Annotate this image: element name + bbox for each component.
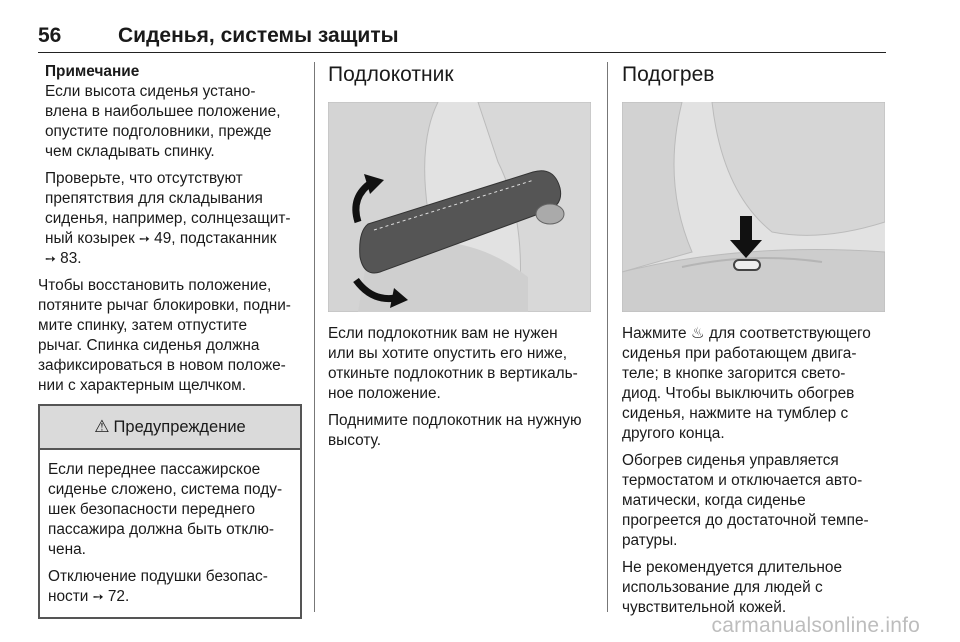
column-divider bbox=[314, 62, 315, 612]
note-block bbox=[38, 62, 302, 269]
heating-paragraph-1: Нажмите ♨ для соответствующего сиденья при работающем двига- теле; в кнопке загорится свето- диод. Чтобы выключить обогрев сиденья, нажмите на тумблер с другого конца. bbox=[622, 325, 871, 442]
note-paragraph-1: Если высота сиденья устано- влена в наибольшее положение, опустите подголовники, прежде чем складывать спинку. bbox=[45, 83, 281, 160]
seat-heat-icon: ♨ bbox=[690, 325, 705, 342]
column-right bbox=[622, 62, 890, 625]
warning-header bbox=[40, 406, 300, 450]
armrest-paragraph-1: Если подлокотник вам не нужен или вы хотите опустить его ниже, откиньте подлокотник в вертикаль- ное положение. bbox=[328, 325, 578, 402]
heating-paragraph-3: Не рекомендуется длительное использование для людей с чувствительной кожей. bbox=[622, 559, 843, 616]
warning-triangle-icon: ⚠ bbox=[94, 417, 110, 436]
column-divider bbox=[607, 62, 608, 612]
armrest-illustration bbox=[328, 102, 591, 312]
warning-paragraph-1: Если переднее пассажирское сиденье сложено, система поду- шек безопасности переднего пассажира должна быть отклю- чена. bbox=[48, 461, 283, 558]
warning-body bbox=[40, 450, 300, 617]
armrest-paragraph-2: Поднимите подлокотник на нужную высоту. bbox=[328, 412, 582, 449]
section-title-armrest: Подлокотник bbox=[328, 63, 454, 86]
column-left bbox=[38, 62, 302, 619]
note-title: Примечание bbox=[45, 63, 140, 80]
warning-box bbox=[38, 404, 302, 619]
seat-heating-illustration bbox=[622, 102, 885, 312]
heating-paragraph-2: Обогрев сиденья управляется термостатом и отключается авто- матически, когда сиденье прогреется до достаточной темпе- ратуры. bbox=[622, 452, 869, 549]
restore-paragraph: Чтобы восстановить положение, потяните рычаг блокировки, подни- мите спинку, затем отпустите рычаг. Спинка сиденья должна зафиксироваться в новом положе- нии с характерным щелчком. bbox=[38, 277, 291, 394]
section-title-heating: Подогрев bbox=[622, 63, 715, 86]
note-paragraph-2: Проверьте, что отсутствуют препятствия для складывания сиденья, например, солнцезащит- ный козырек ➙ 49, подстаканник ➙ 83. bbox=[45, 170, 291, 267]
column-middle bbox=[328, 62, 596, 458]
page-ref-arrow-icon: ➙ bbox=[138, 231, 150, 246]
page-title: Сиденья, системы защиты bbox=[118, 24, 399, 47]
page-number: 56 bbox=[38, 24, 62, 47]
page-ref-arrow-icon: ➙ bbox=[92, 589, 104, 604]
page-header bbox=[38, 22, 886, 53]
page-ref-arrow-icon: ➙ bbox=[45, 251, 56, 266]
warning-paragraph-2: Отключение подушки безопас- ности ➙ 72. bbox=[48, 568, 268, 605]
warning-title: Предупреждение bbox=[113, 418, 246, 436]
watermark: carmanualsonline.info bbox=[711, 614, 920, 637]
